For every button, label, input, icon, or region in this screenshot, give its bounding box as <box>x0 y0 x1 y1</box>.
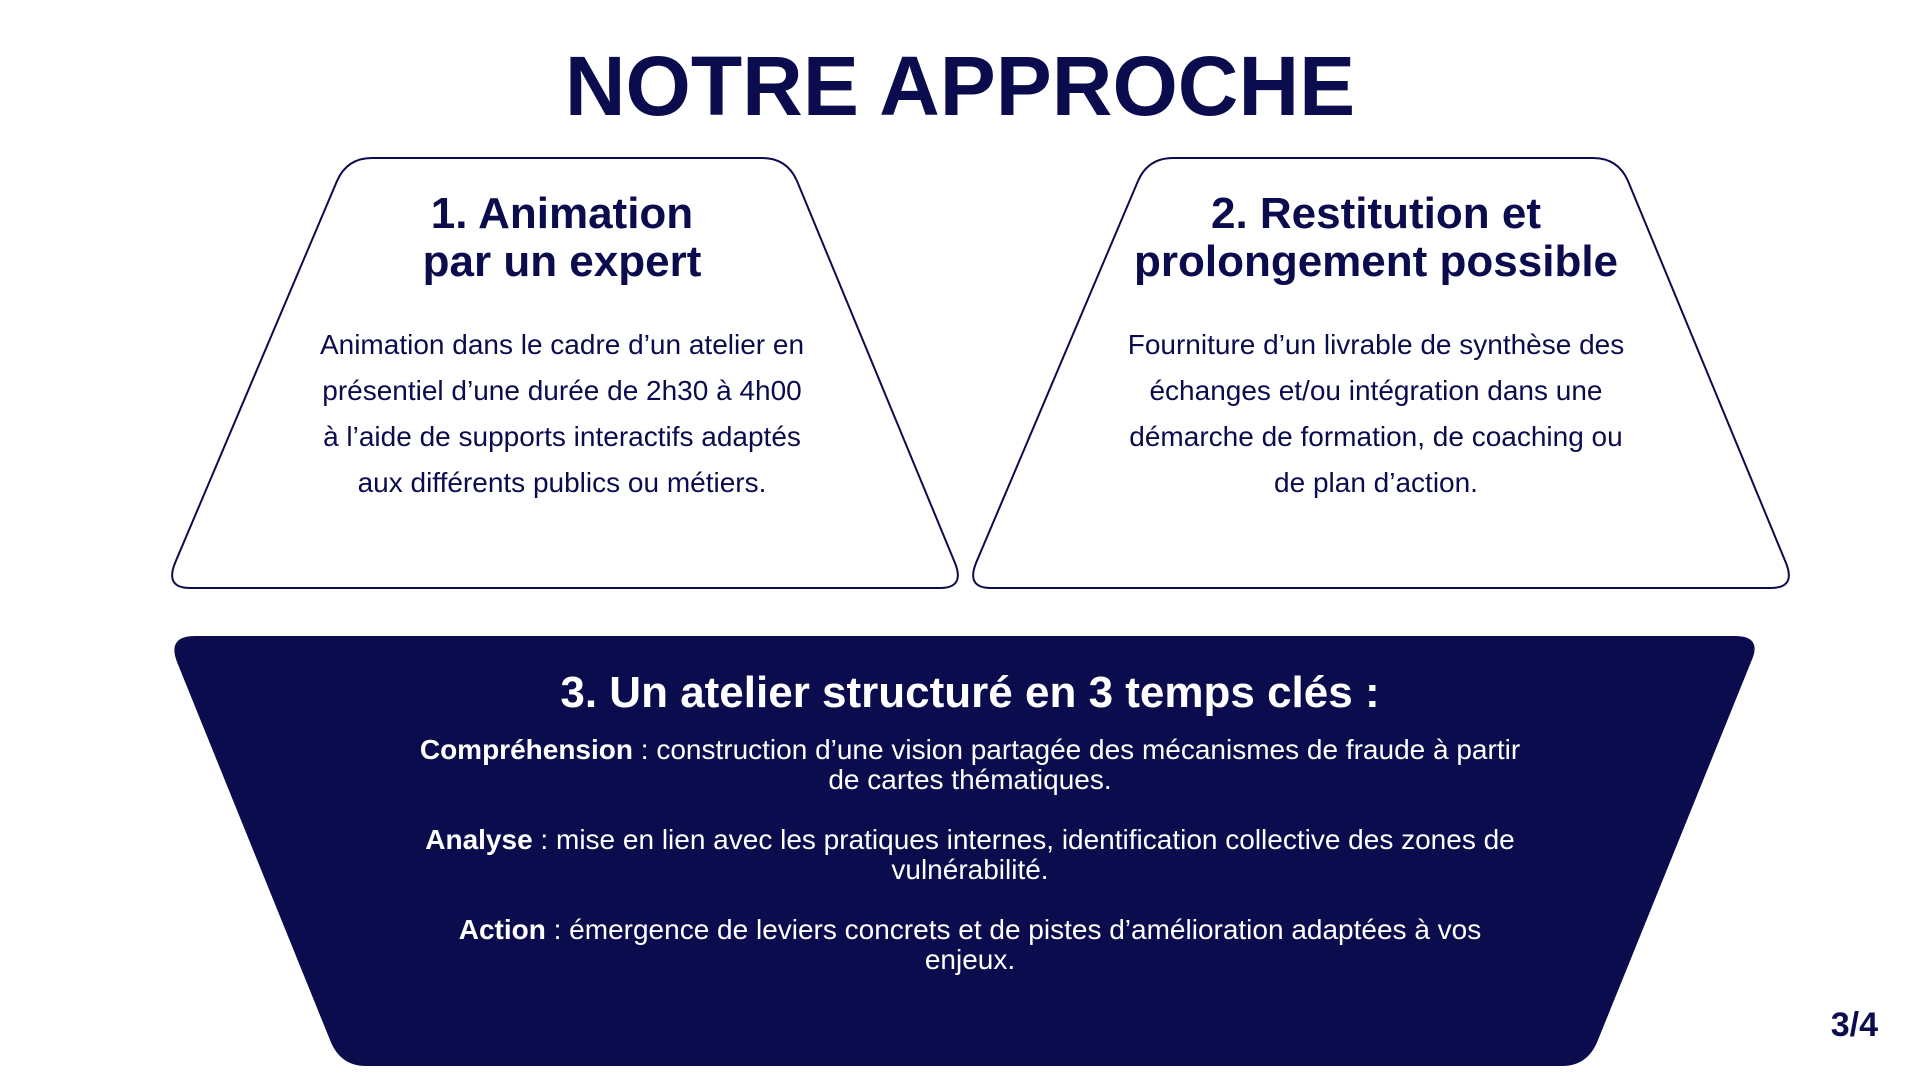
workshop-section <box>330 665 1610 1005</box>
card-restitution <box>1076 190 1676 506</box>
card-title: 2. Restitution et prolongement possible <box>1133 189 1619 286</box>
step-text-continued: vulnérabilité. <box>891 854 1049 885</box>
card-body: Animation dans le cadre d’un atelier en présentiel d’une durée de 2h30 à 4h00 à l’aide de supports interactifs adaptés aux différents publics ou métiers. <box>319 329 805 498</box>
step-text: : mise en lien avec les pratiques internes, identification collective des zones de <box>532 824 1515 855</box>
step-text-continued: enjeux. <box>924 944 1016 975</box>
card-body: Fourniture d’un livrable de synthèse des échanges et/ou intégration dans une démarche de formation, de coaching ou de plan d’action. <box>1127 329 1625 498</box>
page-number: 3/4 <box>1830 1006 1878 1044</box>
card-title: 1. Animation par un expert <box>422 189 702 286</box>
page-title: NOTRE APPROCHE <box>564 39 1356 133</box>
workshop-title: 3. Un atelier structuré en 3 temps clés : <box>560 668 1380 717</box>
step-label: Compréhension <box>419 734 633 765</box>
step-text-continued: de cartes thématiques. <box>828 764 1112 795</box>
step-action <box>330 915 1610 975</box>
card-animation <box>262 190 862 506</box>
step-comprehension <box>330 735 1610 795</box>
step-text: : construction d’une vision partagée des mécanismes de fraude à partir <box>632 734 1521 765</box>
step-label: Action <box>458 914 546 945</box>
step-text: : émergence de leviers concrets et de pistes d’amélioration adaptées à vos <box>545 914 1482 945</box>
step-analyse <box>330 825 1610 885</box>
step-label: Analyse <box>425 824 533 855</box>
